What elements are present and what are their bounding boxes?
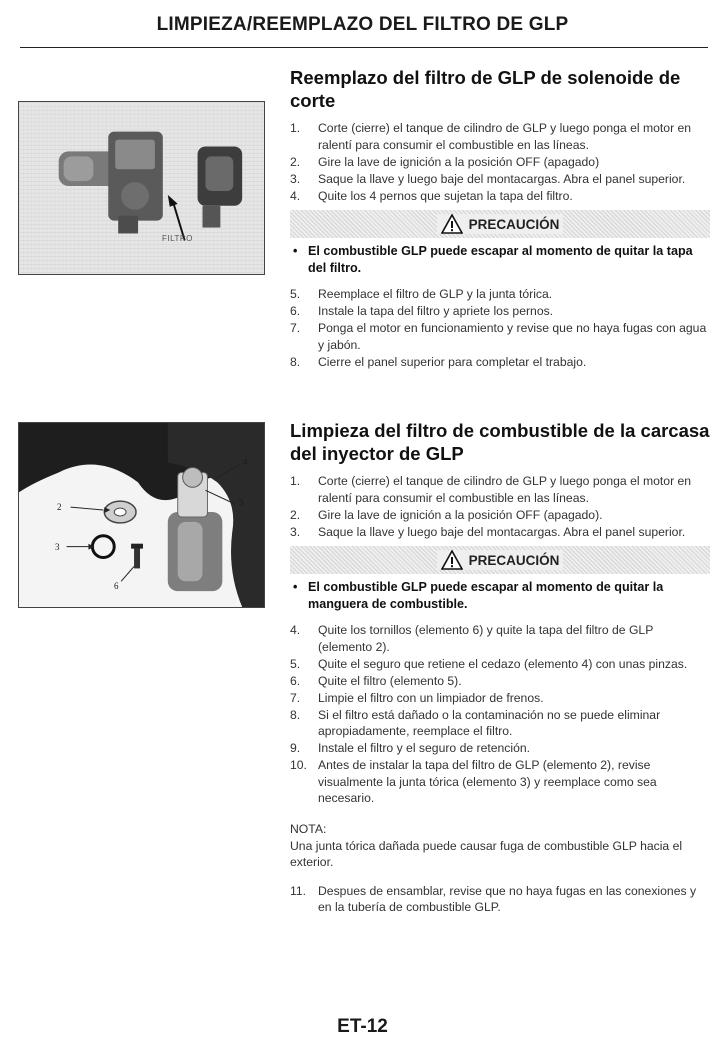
list-item: 5. Reemplace el filtro de GLP y la junta tórica. (290, 287, 553, 301)
solenoid-filter-photo (18, 101, 265, 275)
list-item: 2. Gire la lave de ignición a la posición OFF (apagado). (290, 507, 603, 522)
list-item: 7. Limpie el filtro con un limpiador de frenos. (290, 690, 544, 705)
page-number: ET-12 (337, 1016, 388, 1037)
section2-heading: Limpieza del filtro de combustible de la carcasa del inyector de GLP (290, 420, 710, 464)
caution-label: PRECAUCIÓN (468, 552, 560, 568)
list-item: 10. Antes de instalar la tapa del filtro de GLP (elemento 2), revise visualmente la junta tórica (elemento 3) y reemplace como sea necesario. (290, 758, 657, 805)
section1-steps-a (290, 120, 710, 204)
section1-steps-b (290, 286, 710, 370)
list-item: 3. Saque la llave y luego baje del montacargas. Abra el panel superior. (290, 524, 686, 539)
list-item: 5. Quite el seguro que retiene el cedazo (elemento 4) con unas pinzas. (290, 656, 688, 671)
callout-5: 5 (239, 497, 244, 507)
list-item: 3. Saque la llave y luego baje del montacargas. Abra el panel superior. (290, 171, 686, 186)
list-item: 8. Si el filtro está dañado o la contaminación no se puede eliminar apropiadamente, reemplace el filtro. (290, 707, 661, 738)
list-item: 8. Cierre el panel superior para completar el trabajo. (290, 354, 587, 369)
callout-2: 2 (57, 502, 62, 512)
warning-triangle-icon (441, 550, 463, 570)
injector-filter-photo (18, 422, 265, 608)
section-injector-filter (290, 419, 710, 916)
list-item: 1. Corte (cierre) el tanque de cilindro de GLP y luego ponga el motor en ralentí para consumir el combustible en las líneas. (290, 121, 692, 152)
list-item: 6. Quite el filtro (elemento 5). (290, 673, 462, 688)
list-item: 4. Quite los 4 pernos que sujetan la tapa del filtro. (290, 188, 573, 203)
callout-6: 6 (114, 581, 119, 591)
section2-steps-a (290, 473, 710, 540)
filter-callout-label: FILTRO (162, 234, 193, 243)
list-item: 6. Instale la tapa del filtro y apriete los pernos. (290, 304, 554, 318)
section1-heading: Reemplazo del filtro de GLP de solenoide de corte (290, 67, 681, 111)
section2-steps-c (290, 883, 710, 916)
section-solenoid-filter (290, 66, 710, 371)
list-item: 2. Gire la lave de ignición a la posición OFF (apagado) (290, 154, 600, 169)
section2-steps-b (290, 622, 710, 807)
caution-banner (290, 546, 710, 574)
warning-triangle-icon (441, 214, 463, 234)
note-text: Una junta tórica dañada puede causar fuga de combustible GLP hacia el exterior. (290, 838, 683, 869)
callout-3: 3 (55, 542, 60, 552)
list-item: 9. Instale el filtro y el seguro de retención. (290, 741, 531, 755)
list-item: 11. Despues de ensamblar, revise que no haya fugas en las conexiones y en la tubería de combustible GLP. (290, 883, 697, 914)
list-item: 7. Ponga el motor en funcionamiento y revise que no haya fugas con agua y jabón. (290, 321, 707, 352)
header-divider (20, 47, 708, 48)
warning-text: • El combustible GLP puede escapar al momento de quitar la tapa del filtro. (293, 244, 693, 275)
caution-label: PRECAUCIÓN (468, 216, 560, 232)
caution-banner (290, 210, 710, 238)
page-title: LIMPIEZA/REEMPLAZO DEL FILTRO DE GLP (156, 14, 569, 35)
note-label: NOTA: (290, 822, 327, 836)
list-item: 1. Corte (cierre) el tanque de cilindro de GLP y luego ponga el motor en ralentí para consumir el combustible en las líneas. (290, 474, 692, 505)
warning-text: • El combustible GLP puede escapar al momento de quitar la manguera de combustible. (293, 580, 664, 611)
list-item: 4. Quite los tornillos (elemento 6) y quite la tapa del filtro de GLP (elemento 2). (290, 623, 654, 654)
callout-4: 4 (243, 457, 248, 467)
